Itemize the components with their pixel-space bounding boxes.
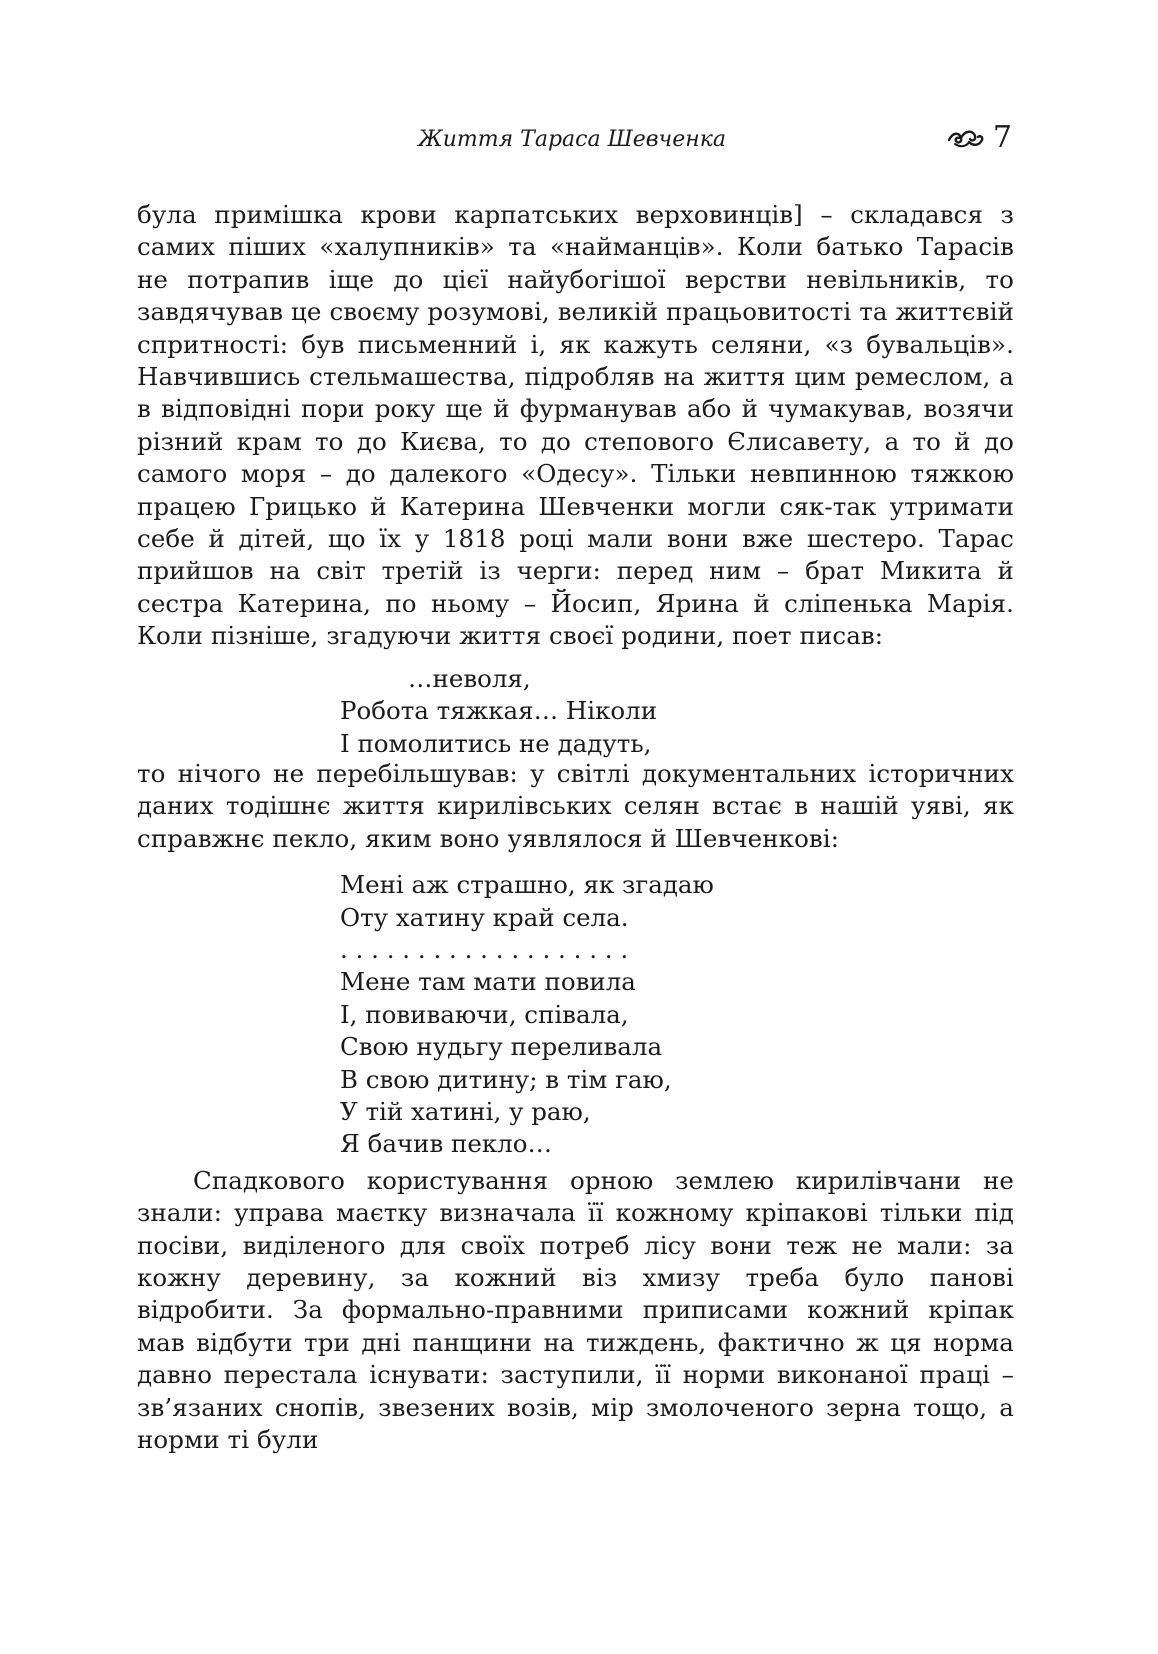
verse-line: …неволя,	[408, 663, 531, 693]
verse-quote	[137, 869, 1014, 1161]
page-header	[132, 118, 1012, 158]
fleuron-ornament-icon	[947, 126, 985, 150]
verse-line: І, повиваючи, співала,	[340, 999, 629, 1029]
paragraph: була примішка крови карпатських верховинців] – складався з самих піших «халупників» та «найманців». Коли батько Тарасів не потрапив іще до цієї найубогішої верстви невільників, то завдячував це своєму розумові, великій працьовитості та життєвій спритності: був письменний і, як кажуть селяни, «з бувальців». Навчившись стельмашества, підробляв на життя цим ремеслом, а в відповідні пори року ще й фурманував або й чумакував, возячи різний крам то до Києва, то до степового Єлисавету, а то й до самого моря – до далекого «Одесу». Тільки невпинною тяжкою працею Грицько й Катерина Шевченки могли сяк-так утримати себе й дітей, що їх у 1818 році мали вони вже шестеро. Тарас прийшов на світ третій із черги: перед ним – брат Микита й сестра Катерина, по ньому – Йосип, Ярина й сліпенька Марія. Коли пізніше, згадуючи життя своєї родини, поет писав:	[137, 200, 1014, 651]
running-title: Життя Тараса Шевченка	[418, 127, 726, 152]
paragraph: то нічого не перебільшував: у світлі документальних історичних даних тодішнє життя кирилівських селян встає в нашій уяві, як справжнє пекло, яким воно уявлялося й Шевченкові:	[137, 758, 1014, 853]
verse-line: Оту хатину край села.	[340, 902, 629, 932]
verse-line: У тій хатині, у раю,	[340, 1096, 591, 1126]
verse-line: І помолитись не дадуть,	[340, 728, 652, 758]
verse-ellipsis-line: . . . . . . . . . . . . . . . . . . .	[340, 934, 629, 964]
paragraph: Спадкового користування орною землею кирилівчани не знали: управа маєтку визначала її кожному кріпакові тільки під посіви, виділеного для своїх потреб лісу вони теж не мали: за кожну деревину, за кожний віз хмизу треба було панові відробити. За формально-правними приписами кожний кріпак мав відбути три дні панщини на тиждень, фактично ж ця норма давно перестала існувати: заступили, її норми виконаної праці – зв’язаних снопів, звезених возів, мір змолоченого зерна тощо, а норми ті були	[137, 1165, 1014, 1455]
verse-line: В свою дитину; в тім гаю,	[340, 1064, 672, 1094]
verse-line: Свою нудьгу переливала	[340, 1032, 663, 1062]
verse-line: Мені аж страшно, як згадаю	[340, 870, 714, 900]
verse-quote	[137, 663, 1014, 760]
verse-line: Я бачив пекло…	[340, 1129, 552, 1159]
verse-line: Мене там мати повила	[340, 967, 636, 997]
verse-line: Робота тяжкая… Ніколи	[340, 696, 658, 726]
page-number: 7	[992, 120, 1012, 155]
page-number-group	[947, 118, 1012, 158]
body-text	[137, 199, 1014, 1456]
